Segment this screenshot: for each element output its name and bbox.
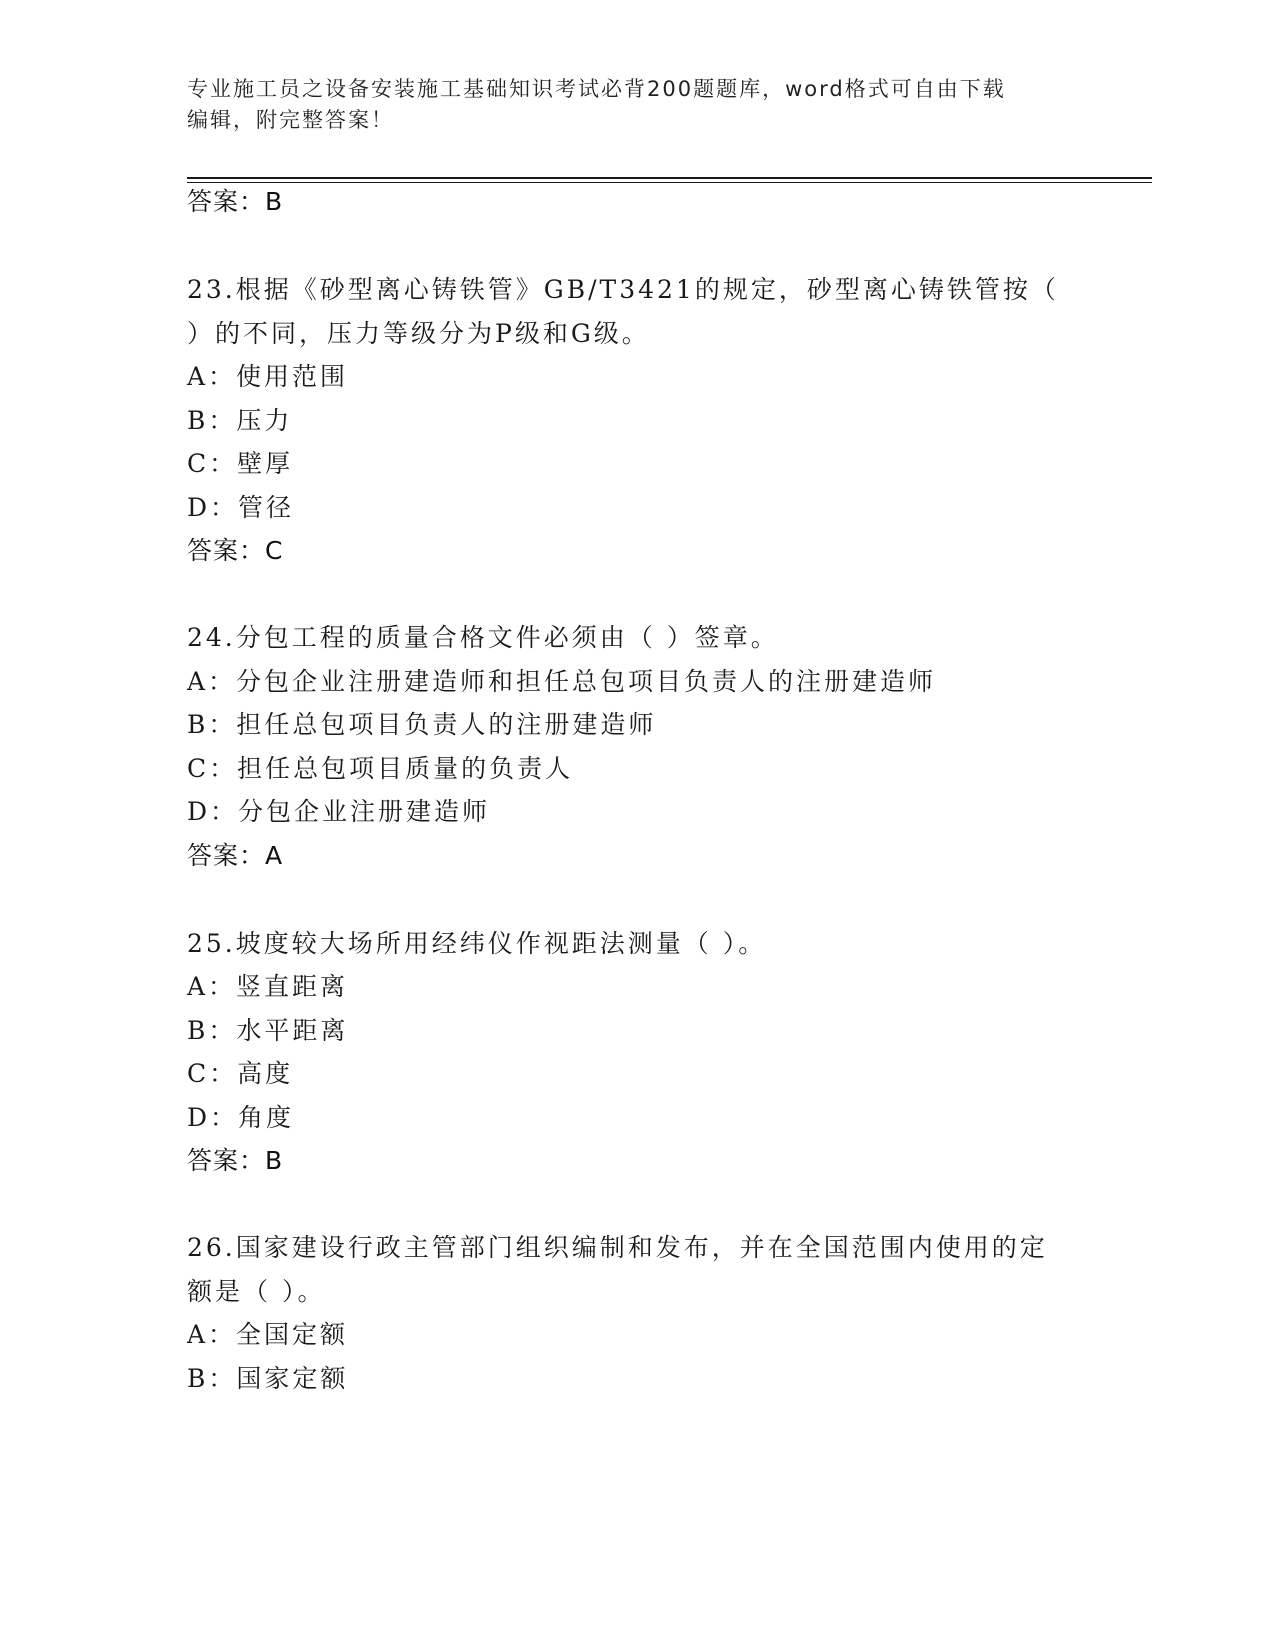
document-header bbox=[187, 74, 1067, 136]
header-line-2: 编辑，附完整答案！ bbox=[187, 108, 394, 132]
question-26-option-b: B：国家定额 bbox=[187, 1364, 349, 1393]
question-26-stem-line-1: 26.国家建设行政主管部门组织编制和发布，并在全国范围内使用的定 bbox=[187, 1233, 1048, 1262]
question-23-option-c: C：壁厚 bbox=[187, 449, 294, 478]
question-24-stem: 24.分包工程的质量合格文件必须由（ ）签章。 bbox=[187, 623, 779, 652]
question-25-option-c: C：高度 bbox=[187, 1059, 294, 1088]
question-25-stem: 25.坡度较大场所用经纬仪作视距法测量（ ）。 bbox=[187, 929, 767, 958]
header-divider bbox=[187, 177, 1152, 179]
header-line-1: 专业施工员之设备安装施工基础知识考试必背200题题库，word格式可自由下载 bbox=[187, 77, 1006, 101]
question-25-option-d: D：角度 bbox=[187, 1103, 295, 1132]
question-26-stem-line-2: 额是（ ）。 bbox=[187, 1277, 326, 1306]
header-divider-thin bbox=[187, 182, 1152, 183]
question-23-answer: 答案：C bbox=[187, 536, 284, 565]
question-24-option-b: B：担任总包项目负责人的注册建造师 bbox=[187, 710, 657, 739]
question-25-option-b: B：水平距离 bbox=[187, 1016, 349, 1045]
question-26-option-a: A：全国定额 bbox=[187, 1320, 349, 1349]
question-24-answer: 答案：A bbox=[187, 841, 284, 870]
question-23-option-a: A：使用范围 bbox=[187, 362, 349, 391]
question-23-option-b: B：压力 bbox=[187, 406, 293, 435]
question-24-option-d: D：分包企业注册建造师 bbox=[187, 797, 491, 826]
question-23-stem-line-2: ）的不同，压力等级分为P级和G级。 bbox=[187, 319, 650, 348]
previous-answer: 答案：B bbox=[187, 187, 284, 216]
question-24-option-c: C：担任总包项目质量的负责人 bbox=[187, 754, 574, 783]
question-25-answer: 答案：B bbox=[187, 1146, 284, 1175]
question-23-option-d: D：管径 bbox=[187, 493, 295, 522]
question-25-option-a: A：竖直距离 bbox=[187, 972, 349, 1001]
question-24-option-a: A：分包企业注册建造师和担任总包项目负责人的注册建造师 bbox=[187, 667, 937, 696]
question-23-stem-line-1: 23.根据《砂型离心铸铁管》GB/T3421的规定，砂型离心铸铁管按（ bbox=[187, 275, 1059, 304]
